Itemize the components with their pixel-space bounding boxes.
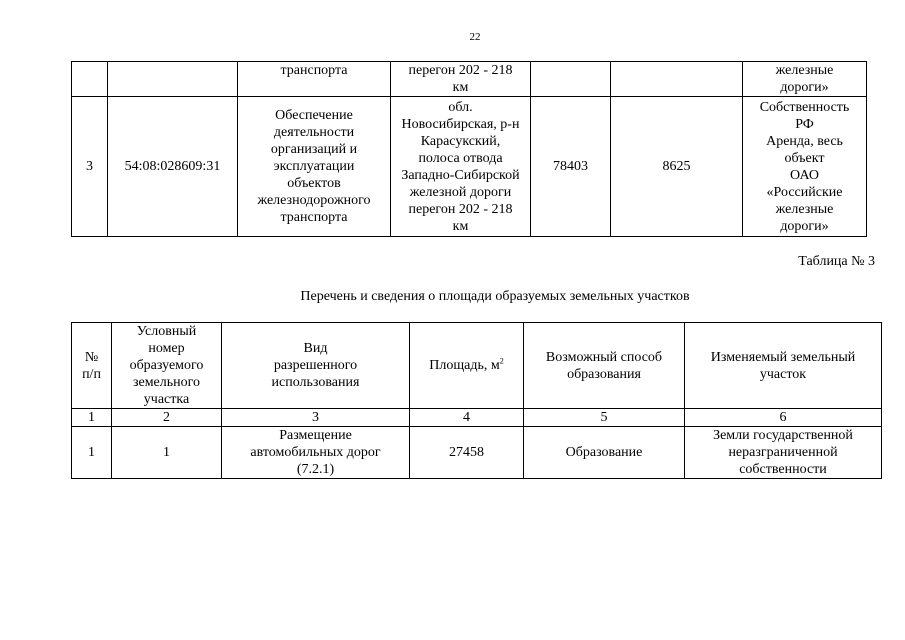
table-cell: 54:08:028609:31 [108,97,238,237]
header-number: № п/п [72,323,112,409]
header-area-label: Площадь, м [429,358,500,373]
table-cell: 2 [112,409,222,427]
table-cell: 1 [72,409,112,427]
table-cell [611,62,743,97]
header-area-superscript: 2 [499,356,504,366]
table-header-row [72,323,882,409]
table-cell: 4 [410,409,524,427]
table-cell: 27458 [410,427,524,479]
header-area [410,323,524,409]
page-number: 22 [469,31,481,43]
header-modified-plot: Изменяемый земельный участок [685,323,882,409]
table-cell: 6 [685,409,882,427]
table-cell: 3 [222,409,410,427]
table-cell: Земли государственной неразграниченной собственности [685,427,882,479]
table-cell: транспорта [238,62,391,97]
table-cell: перегон 202 - 218 км [391,62,531,97]
table-cell [531,62,611,97]
formed-land-plots-table [71,322,882,479]
table-row [72,97,867,237]
table-cell: Размещение автомобильных дорог (7.2.1) [222,427,410,479]
table-cell: железные дороги» [743,62,867,97]
table-cell: 1 [112,427,222,479]
table-cell: 8625 [611,97,743,237]
table-row [72,427,882,479]
table-cell [108,62,238,97]
table-title: Перечень и сведения о площади образуемых земельных участков [300,289,690,304]
header-conditional-number: Условный номер образуемого земельного участка [112,323,222,409]
table-cell [72,62,108,97]
header-formation-method: Возможный способ образования [524,323,685,409]
table-cell: 78403 [531,97,611,237]
table-caption: Таблица № 3 [798,254,875,269]
land-plots-table-continued [71,61,867,237]
table-cell: 5 [524,409,685,427]
table-numbering-row [72,409,882,427]
table-cell: обл. Новосибирская, р-н Карасукский, полоса отвода Западно-Сибирской железной дороги перегон 202 - 218 км [391,97,531,237]
table-cell: Обеспечение деятельности организаций и эксплуатации объектов железнодорожного транспорта [238,97,391,237]
table-cell: Образование [524,427,685,479]
table-cell: 1 [72,427,112,479]
table-cell: 3 [72,97,108,237]
table-row [72,62,867,97]
table-cell: Собственность РФ Аренда, весь объект ОАО «Российские железные дороги» [743,97,867,237]
header-permitted-use: Вид разрешенного использования [222,323,410,409]
